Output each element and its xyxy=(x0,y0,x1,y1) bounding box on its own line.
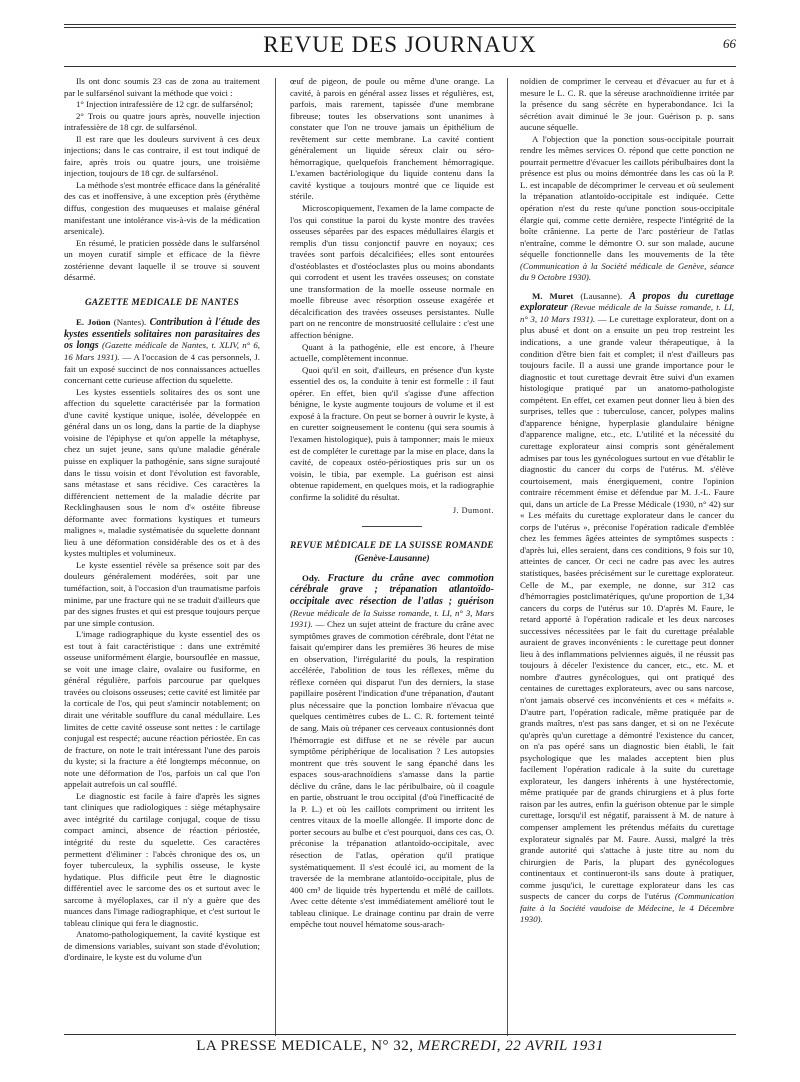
top-rule-thin xyxy=(64,27,736,28)
spacer xyxy=(520,284,734,291)
paragraph: Le kyste essentiel révèle sa présence soit par des douleurs généralement modérées, soit par une tuméfaction, soit, à l'occasion d'un traumatisme parfois minime, par une fracture qui ne se traduit d'ailleurs que par des signes frustes et qui est presque toujours perçue par une simple contusion. xyxy=(64,559,260,628)
article-author: E. Joüon xyxy=(76,317,111,328)
column-3 xyxy=(520,76,734,1036)
paragraph: Ils ont donc soumis 23 cas de zona au traitement par le sulfarsénol suivant la méthode que voici : xyxy=(64,76,260,98)
article-body: — Chez un sujet atteint de fracture du crâne avec symptômes graves de commotion cérébrale, dont l'état ne faisait qu'empirer dans les premières 36 heures de mise en observation, l'irrégularité du pouls, la respiration accélérée, l'abolition de tous les réflexes, même du réflexe cornéen qui disparut l'un des derniers, la stase papillaire posèrent l'indication d'une trépanation, d'autant plus nécessaire que la ponction lombaire n'évacua que quelques centimètres cubes de L. C. R. fortement teinté de sang. Mais où trépaner ces cerveaux contusionnés dont l'hémorragie est diffuse et ne se révèle par aucun symptôme périphérique de localisation ? Les autopsies montrent que très souvent le sang épanché dans les espaces sous-arachnoïdiens s'amasse dans la partie déclive du crâne, dans le lac péribulbaire, où il coagule en partie, obstruant le trou occipital (d'où l'inefficacité de la P. L.) et où les caillots compriment ou irritent les centres vitaux de la moelle allongée. Il importe donc de porter secours au bulbe et c'est pourquoi, dans ces cas, O. préconise la trépanation atlantoïdo-occipitale, avec résection de l'atlas, opération qu'il pratique systématiquement. Il s'est écoulé ici, au moment de la traversée de la membrane atlantoïdo-occipitale, plus de 400 cm³ de liquide très hypertendu et mêlé de caillots. Avec cette détente s'est immédiatement amélioré tout le tableau clinique. Le drainage continu par drain de verre empêche tout nouvel hématome sous-arach- xyxy=(290,619,494,930)
paragraph: L'image radiographique du kyste essentiel des os est tout à fait caractéristique : dans une extrémité osseuse uniformément élargie, boursouflée en massue, se voit une image claire, ovalaire ou fusiforme, en général régulière, parfois parcourue par quelques travées ou cloisons osseuses; cette cavité est limitée par la corticale de l'os, qui peut s'amincir notablement; on dirait une véritable soufflure du canal médullaire. Les limites de cette cavité osseuse sont nettes : le cartilage conjugal est respecté; aucune réaction périostée. En cas de fracture, on note le trait intéressant l'une des parois du kyste; si la fracture a été longtemps méconnue, on note une déformation de l'os, parfois un cal que l'on appelait autrefois un cal soufflé. xyxy=(64,629,260,790)
paragraph-text: A l'objection que la ponction sous-occipitale pourrait rendre les mêmes services O. répond que cette ponction ne pourrait permettre d'évacuer les caillots péribulbaires dont la présence est plus ou moins démontrée dans les cas où la P. L. est incapable de décomprimer le cerveau et où seulement la trépanation atlantoïdo-occipitale est indiquée. Cette opération n'est du reste qu'une ponction sous-occipitale élargie qui, comme cette dernière, respecte l'intégrité de la boîte crânienne. La perte de l'arc postérieur de l'atlas n'entraîne, comme le démontre O. sur son malade, aucune séquelle fonctionnelle dans les mouvements de la tête xyxy=(520,133,734,260)
paragraph: 2° Trois ou quatre jours après, nouvelle injection intrafessière de 18 cgr. de sulfarsénol. xyxy=(64,110,260,133)
paragraph-source: (Communication à la Société médicale de Genève, séance du 9 Octobre 1930). xyxy=(520,260,734,283)
paragraph: Il est rare que les douleurs survivent à ces deux injections; dans le cas contraire, il est tout indiqué de faire, après trois ou quatre jours, une troisième injection, toujours de 18 cgr. de sulfarsénol. xyxy=(64,133,260,179)
article-author: Ody. xyxy=(302,572,320,583)
article-source: (Gazette médicale de Nantes, t. XLIV, n° 6, 16 Mars 1931). xyxy=(64,340,260,363)
article-body: — Le curettage explorateur, dont on a plus abusé et dont on a ensuite un peu trop restreint les indications, a une grande valeur thérapeutique, à la condition d'être bien fait et complet; il n'est d'ailleurs pas toujours facile. Il a aussi une grande importance pour le diagnostic et tout curettage devrait être suivi d'un examen histologique pratiqué par un anatomo-pathologiste compétent. En effet, cet examen peut donner lieu à bien des surprises, telles que : tuberculose, cancer, polypes malins d'apparence bénigne, hyperplasie glandulaire bénigne d'apparence maligne, etc., etc. L'utilité et la nécessité du curettage explorateur ainsi compris sont généralement admises par tous les gynécologues surtout en vue d'établir le diagnostic du cancer du corps de l'utérus. M. s'élève courtoisement, mais énergiquement, contre l'opinion contraire récemment émise et défendue par M. J.-L. Faure qui, dans un article de La Presse Médicale (1930, n° 42) sur « Les méfaits du curettage explorateur dans le cancer du corps de l'utérus », préconise l'opération radicale d'emblée chez les femmes âgées atteintes de symptômes suspects : d'après lui, elles seraient, dans ces conditions, 9 fois sur 10, atteintes de cancer. Or ceci ne cadre pas avec les autres statistiques, basées précisément sur le curettage explorateur. Celle de M., par exemple, ne donne, sur 312 cas d'hémorragies postclimatériques, qu'une proportion de 1,34 cancers du corps de l'utérus sur 10. D'après M. Faure, le retard apporté à l'opération radicale et les deux narcoses successives nécessitées par le fait du curettage préalable auraient de graves inconvénients : le curettage peut donner lieu à des inflammations pelviennes aiguës, il ne réussit pas toujours à déceler l'existence du cancer, etc., etc. M. et nombre d'autres gynécologues, qui ont pratiqué des centaines de curettages explorateurs, avec ou sans narcose, n'ont jamais observé ces inconvénients et ces « méfaits ». D'autre part, l'opération radicale, même pratiquée par de grands maîtres, n'est pas sans danger, et si on ne l'exécute qu'après qu'un curettage a démontré l'existence du cancer, on n'a pas opéré sans un diagnostic bien établi, le fait psychologique que les malades acceptent bien plus facilement l'opération radicale à la suite du curettage explorateur, les dangers inhérents à une hystérectomie, même pratiquée par de grands chirurgiens et à plus forte raison par les autres, enfin la guérison obtenue par le simple curettage, lorsqu'il est négatif, paraissent à M. de nature à compenser amplement les prétendus méfaits du curettage explorateur signalés par M. Faure. Aussi, malgré la très grande autorité qui s'attache à juste titre au nom du chirurgien de Paris, la plupart des gynécologues continentaux et continueront-ils sans doute à pratiquer, comme jusqu'ici, le curettage explorateur dans les cas suspects de cancer du corps de l'utérus xyxy=(520,313,734,902)
article-source: (Revue médicale de la Suisse romande, t. LI, n° 3, 10 Mars 1931). xyxy=(520,302,734,324)
paragraph: Le diagnostic est facile à faire d'après les signes tant cliniques que radiologiques : siège métaphysaire avec intégrité du cartilage conjugal, coque de tissu compact aminci, absence de réaction périostée, intégrité du reste du squelette. Ces caractères permettent d'éliminer : l'abcès chronique des os, un foyer tuberculeux, la syphilis osseuse, le kyste hydatique. Plus difficile peut être le diagnostic différentiel avec le sarcome des os et surtout avec le sarcome à myéloplaxes, car il n'y a guère que des nuances dans l'image radiographique, et c'est surtout le tableau clinique qui fera le diagnostic. xyxy=(64,790,260,928)
column-1 xyxy=(64,76,260,1036)
footer-journal: LA PRESSE MEDICALE, N° 32, xyxy=(196,1038,414,1054)
masthead xyxy=(64,30,736,62)
footer-rule xyxy=(64,1034,736,1035)
page-number: 66 xyxy=(723,36,736,51)
paragraph: Quoi qu'il en soit, d'ailleurs, en présence d'un kyste essentiel des os, la conduite à tenir est formelle : il faut opérer. En effet, bien qu'il s'agisse d'une affection bénigne, le kyste augmente toujours de volume et il est exposé à la fracture. On peut se borner à ouvrir le kyste, à en curetter soigneusement le contenu (qui sera soumis à l'examen histologique), puis à tamponner; mais le mieux est de compléter le curettage par la mise en place, dans la cavité, de copeaux ostéo-périostiques pris sur un os voisin, le tibia, par exemple. La guérison est ainsi obtenue rapidement, en quelques mois, et la radiographie confirme la solidité du résultat. xyxy=(290,364,494,502)
article-header xyxy=(520,291,734,926)
page-footer xyxy=(64,1038,736,1058)
column-2 xyxy=(290,76,494,1036)
section-subheading: (Genève-Lausanne) xyxy=(354,553,430,564)
article-signature: J. Dumont. xyxy=(452,506,494,516)
paragraph: La méthode s'est montrée efficace dans la généralité des cas et inoffensive, à une exception près (érythème diffus, congestion des muqueuses et malaise général manifestant une intolérance vis-à-vis de la médication arsenicale). xyxy=(64,179,260,237)
section-heading: GAZETTE MEDICALE DE NANTES xyxy=(84,296,240,307)
article-source: (Revue médicale de la Suisse romande, t. LI, n° 3, Mars 1931). xyxy=(290,607,494,630)
article-city: (Nantes). xyxy=(113,317,147,328)
paragraph: 1° Injection intrafessière de 12 cgr. de sulfarsénol; xyxy=(76,99,253,110)
paragraph: En résumé, le praticien possède dans le sulfarsénol un moyen curatif simple et efficace de la fièvre zostérienne devant laquelle il se trouve si souvent désarmé. xyxy=(64,237,260,283)
article-header xyxy=(290,573,494,931)
article-title: A propos du curettage explorateur xyxy=(520,290,734,314)
footer-date: MERCREDI, 22 AVRIL 1931 xyxy=(417,1038,604,1054)
paragraph: Les kystes essentiels solitaires des os sont une affection du squelette caractérisée par la formation d'une cavité kystique unique, isolée, développée en général dans un os long, dans la partie de la diaphyse voisine de l'épiphyse et qu'on appelle la métaphyse, chez un sujet jeune, sans qu'une maladie générale puisse en expliquer la pathogénie, sans signe surajouté dans le tissu voisin et dont l'évolution est favorable, sans métastase et sans récidive. Ces caractères la différencient nettement de la maladie décrite par Recklinghausen sous le nom d'« ostéite fibreuse déformante avec formations kystiques et tumeurs malignes », maladie systématisée du squelette donnant lieu à une déformation considérable des os et à des kystes multiples et volumineux. xyxy=(64,386,260,559)
column-divider-2 xyxy=(507,78,508,1036)
paragraph: œuf de pigeon, de poule ou même d'une orange. La cavité, à parois en général assez lisses et régulières, est, parfois, mais rarement, tapissée d'une membrane fibreuse; toutes les observations sont unanimes à constater que l'on ne trouve jamais un épithélium de revêtement sur cette membrane. La cavité contient généralement un liquide séreux clair ou séro-hémorragique, quelquefois franchement hémorragique. L'examen bactériologique du liquide contenu dans la cavité kystique a toujours montré que ce liquide est stérile. xyxy=(290,76,494,202)
paragraph: Anatomo-pathologiquement, la cavité kystique est de dimensions variables, suivant son stade d'évolution; d'ordinaire, le kyste est du volume d'un xyxy=(64,929,260,963)
paragraph xyxy=(520,134,734,284)
paragraph: Quant à la pathogénie, elle est encore, à l'heure actuelle, complètement inconnue. xyxy=(290,341,494,364)
article-intro: — A l'occasion de 4 cas personnels, J. fait un exposé succinct de nos connaissances actuelles concernant cette curieuse affection du squelette. xyxy=(64,352,260,386)
top-rule xyxy=(64,24,736,25)
article-author: M. Muret xyxy=(532,290,574,301)
article-city: (Lausanne). xyxy=(580,290,623,301)
article-end-source: (Communication faite à la Société vaudoise de Médecine, le 4 Décembre 1930). xyxy=(520,891,734,925)
separator-rule xyxy=(362,526,422,527)
article-title: Contribution à l'étude des kystes essentiels solitaires non parasitaires des os longs xyxy=(64,317,260,352)
column-divider-1 xyxy=(275,78,276,1036)
paragraph: Microscopiquement, l'examen de la lame compacte de l'os qui constitue la paroi du kyste montre des travées osseuses séparées par des espaces médullaires élargis et remplis d'un tissu conjonctif pauvre en noyaux; ces travées sont parfois décalcifiées; elles sont entourées d'ostéoblastes et d'ostéoclastes plus ou moins abondants qui corrodent et usent les travées osseuses; on constate une transformation de la moelle osseuse normale en moelle fibreuse avec résorption osseuse exagérée et décalcification des travées osseuses persistantes. Nulle part on ne rencontre de monstruosité cellulaire : c'est une affection bénigne. xyxy=(290,203,494,341)
paragraph: noïdien de comprimer le cerveau et d'évacuer au fur et à mesure le L. C. R. que la séreuse arachnoïdienne irritée par la présence du sang sécrète en hyperabondance. Ici la sécrétion avait diminué le 3e jour. Guérison p. p. sans aucune séquelle. xyxy=(520,76,734,133)
page-title: REVUE DES JOURNAUX xyxy=(263,32,537,57)
masthead-rule xyxy=(64,66,736,67)
article-header xyxy=(64,317,260,386)
section-heading: REVUE MÉDICALE DE LA SUISSE ROMANDE xyxy=(290,539,494,550)
article-title: Fracture du crâne avec commotion cérébrale grave ; trépanation atlantoïdo-occipitale avec résection de l'atlas ; guérison xyxy=(290,572,494,607)
